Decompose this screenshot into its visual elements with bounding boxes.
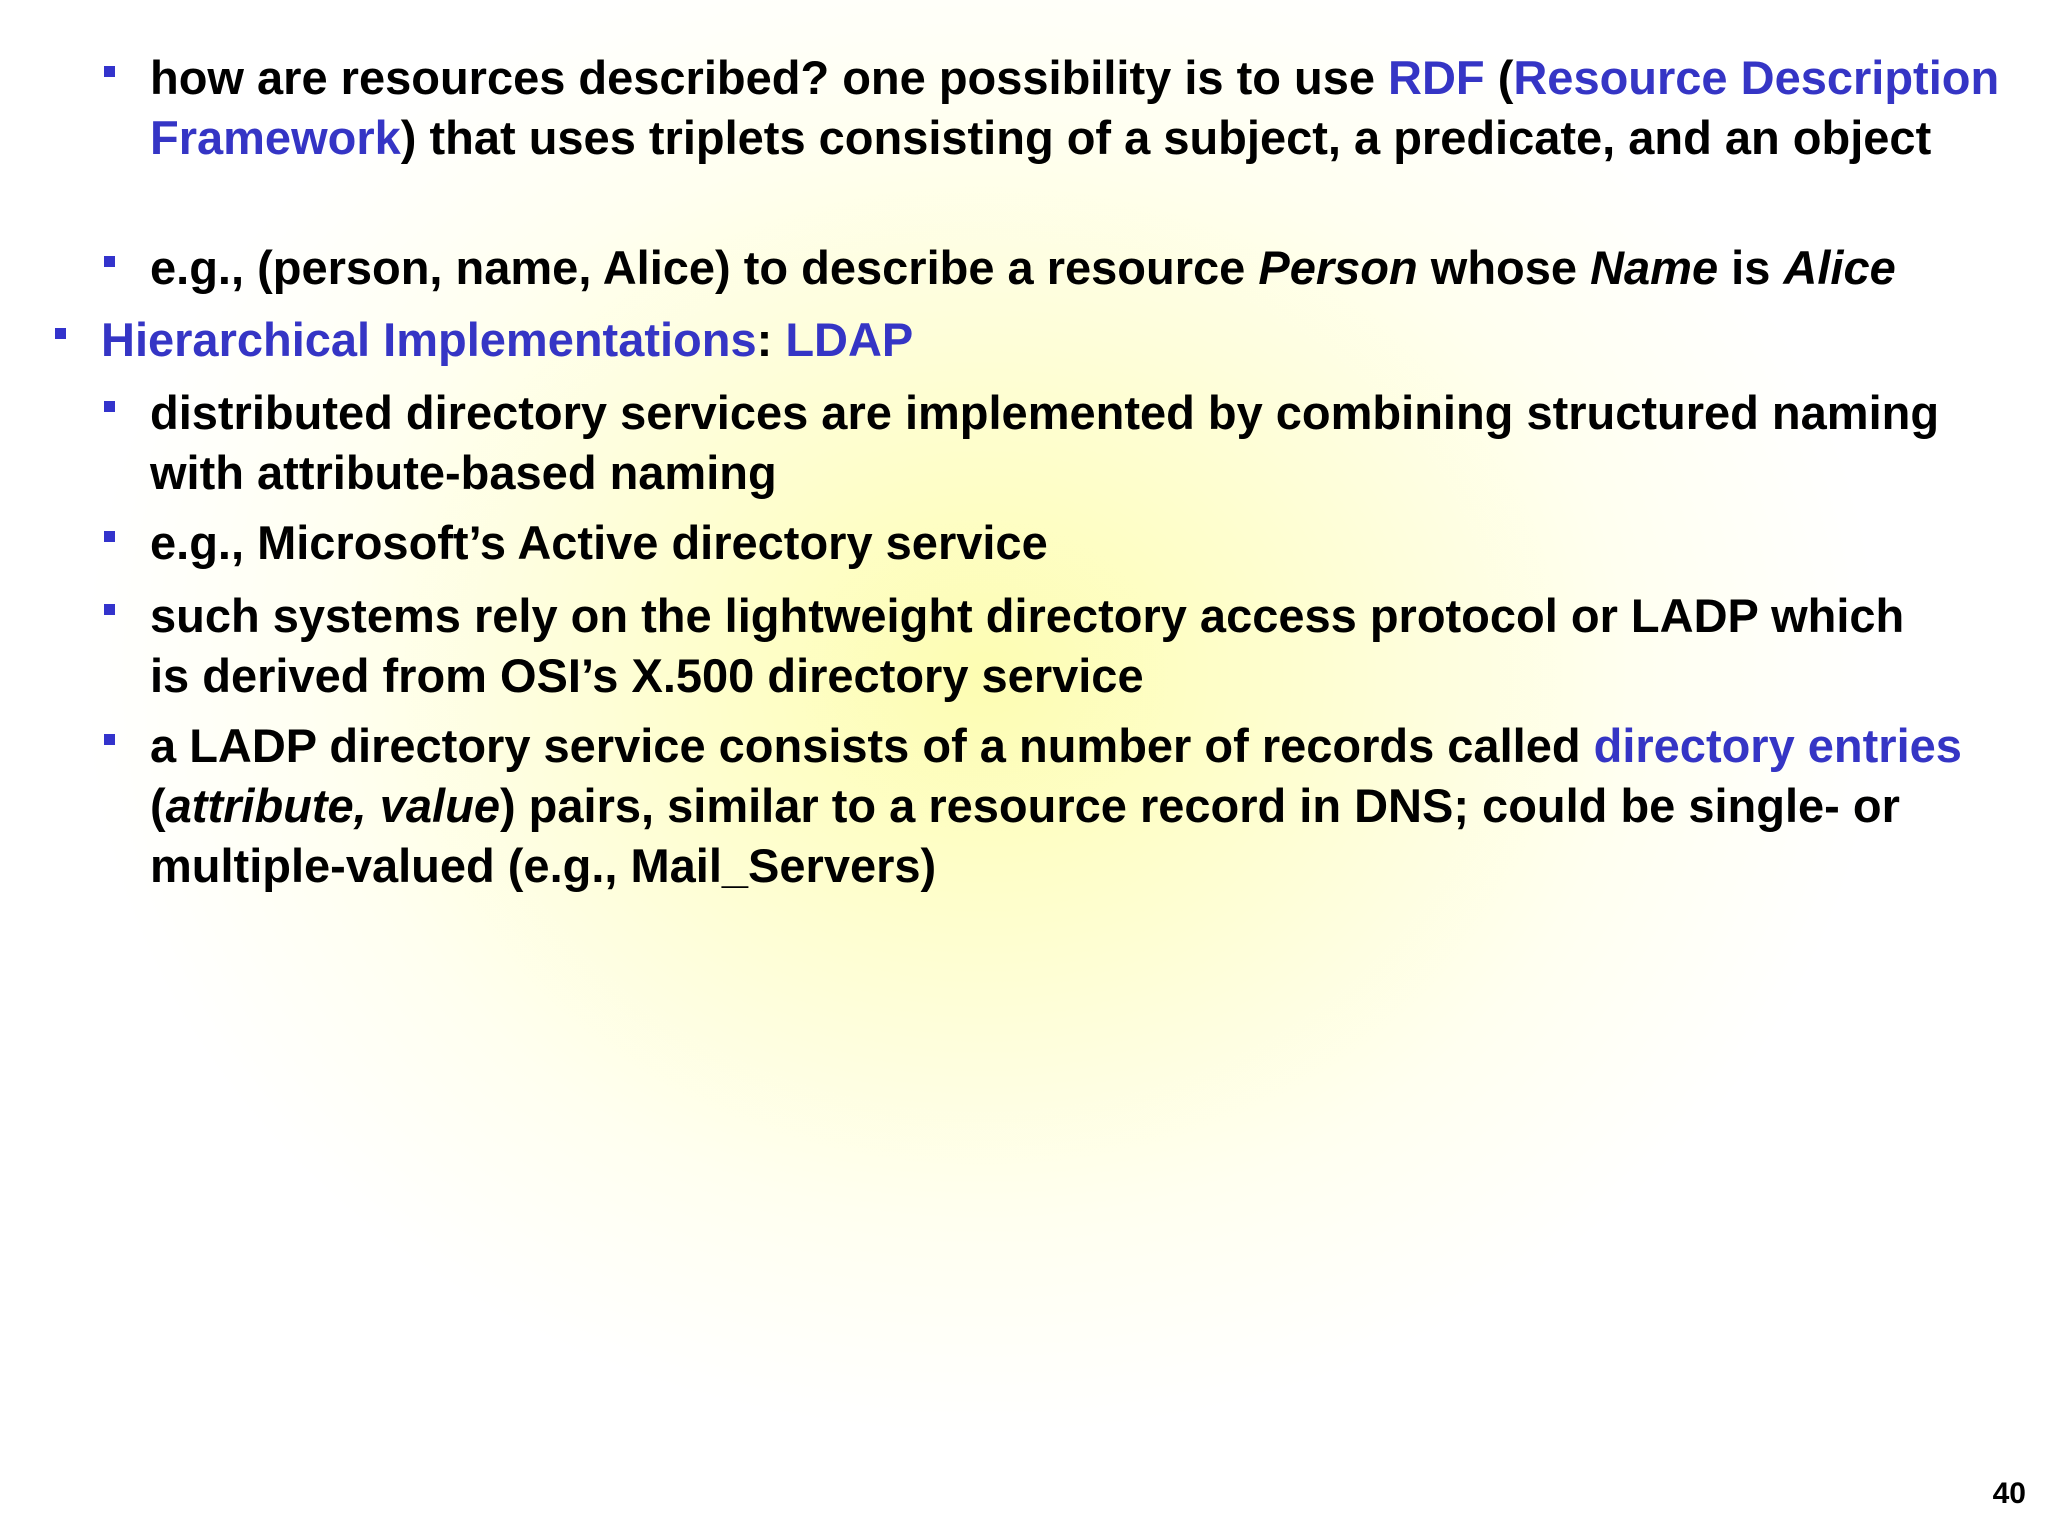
bullet-text: such systems rely on the lightweight directory access protocol or LADP which is derived from OSI’s X.500 directory service [150, 589, 1905, 702]
bullet-text: e.g., Microsoft’s Active directory service [150, 516, 1048, 569]
bullet-text: Hierarchical Implementations: LDAP [101, 313, 914, 366]
bullet-text: e.g., (person, name, Alice) to describe a resource Person whose Name is Alice [150, 241, 1896, 294]
bullet-distributed-directory [150, 383, 1950, 503]
bullet-hierarchical-implementations [101, 310, 2001, 370]
page-number: 40 [1992, 1477, 2026, 1510]
bullet-rdf-example [150, 238, 2040, 298]
bullet-marker-icon [104, 531, 115, 542]
bullet-text: how are resources described? one possibility is to use RDF (Resource Description Framework) that uses triplets consisting of a subject, a predicate, and an object [150, 51, 2000, 164]
bullet-marker-icon [104, 256, 115, 267]
bullet-ldap-directory-service [150, 716, 2000, 896]
bullet-marker-icon [104, 401, 115, 412]
bullet-ldap-protocol [150, 586, 1950, 706]
bullet-marker-icon [104, 604, 115, 615]
bullet-active-directory [150, 513, 1950, 573]
bullet-rdf [150, 48, 2030, 168]
bullet-marker-icon [104, 734, 115, 745]
bullet-marker-icon [55, 328, 66, 339]
bullet-text: distributed directory services are implemented by combining structured naming with attribute-based naming [150, 386, 1940, 499]
bullet-text: a LADP directory service consists of a number of records called directory entries (attribute, value) pairs, similar to a resource record in DNS; could be single- or multiple-valued (e.g., Mail_Servers) [150, 719, 1962, 892]
bullet-marker-icon [104, 66, 115, 77]
